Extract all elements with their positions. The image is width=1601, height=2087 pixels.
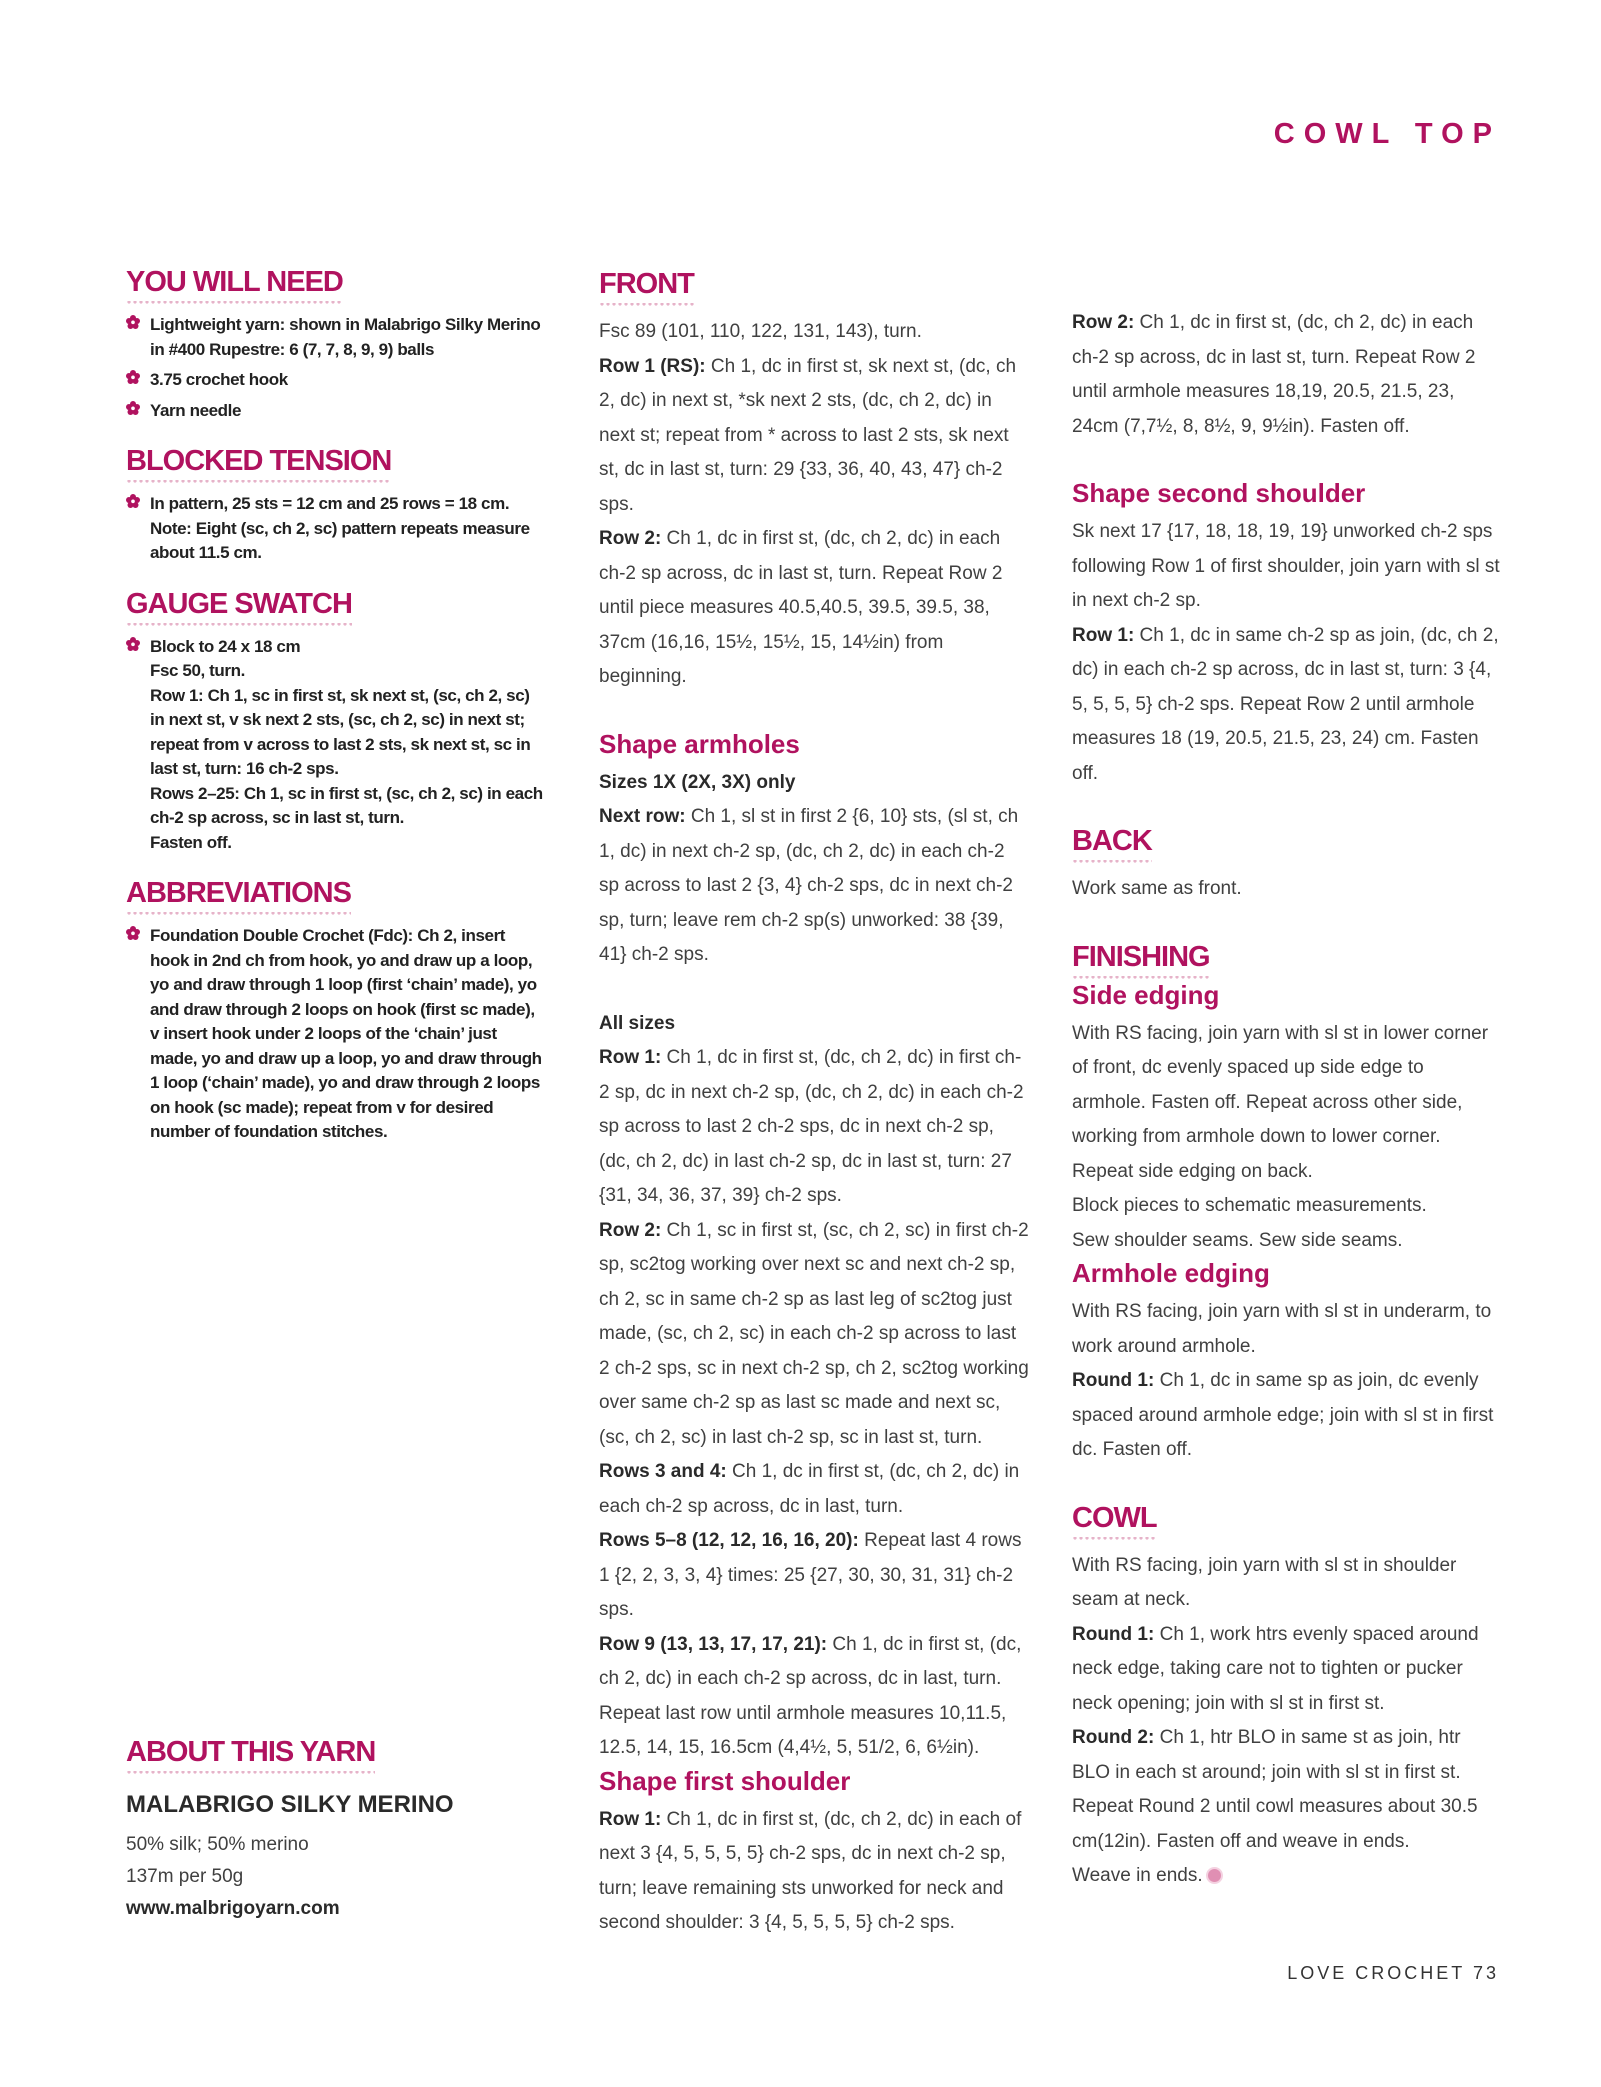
page-title: COWL TOP [1273, 118, 1501, 150]
finishing-heading: FINISHING [1072, 941, 1210, 980]
first-shoulder-row1: Row 1: Ch 1, dc in first st, (dc, ch 2, dc) in each of next 3 {4, 5, 5, 5, 5} ch-2 sps, dc in next ch-2 sp, turn; leave remaining sts unworked for neck and second shoulder: 3 {4, 5, 5, 5, 5} ch-2 sps. [599, 1808, 1022, 1933]
tension-text: In pattern, 25 sts = 12 cm and 25 rows = 18 cm. [150, 494, 510, 513]
flower-bullet-icon [126, 494, 140, 508]
right-column [1072, 306, 1502, 1894]
front-row1: Row 1 (RS): Ch 1, dc in first st, sk next st, (dc, ch 2, dc) in next st, *sk next 2 sts, (dc, ch 2, dc) in next st; repeat from * across to last 2 sts, sk next st, dc in last st, turn: 29 {33, 36, 40, 43, 47} ch-2 sps. [599, 355, 1017, 515]
tension-list [126, 492, 546, 566]
blocked-tension-heading: BLOCKED TENSION [126, 445, 391, 484]
armhole-row-9: Row 9 (13, 13, 17, 17, 21): Ch 1, dc in first st, (dc, ch 2, dc) in each ch-2 sp across, dc in last, turn. Repeat last row until armhole measures 10,11.5, 12.5, 14, 15, 16.5cm (4,4½, 5, 51/2, 6, 6½in). [599, 1633, 1022, 1758]
about-yarn-heading: ABOUT THIS YARN [126, 1736, 375, 1775]
magazine-name: LOVE CROCHET [1287, 1963, 1465, 1983]
cowl-heading: COWL [1072, 1502, 1157, 1541]
shape-first-shoulder-heading: Shape first shoulder [599, 1765, 851, 1796]
page-footer [1287, 1963, 1499, 1984]
gauge-swatch-heading: GAUGE SWATCH [126, 588, 352, 627]
gauge-line: Rows 2–25: Ch 1, sc in first st, (sc, ch 2, sc) in each ch-2 sp across, sc in last st, turn. [150, 783, 543, 827]
front-heading: FRONT [599, 268, 694, 307]
gauge-line: Fasten off. [150, 832, 232, 852]
gauge-line: Fsc 50, turn. [150, 661, 245, 680]
list-item [126, 368, 546, 393]
cowl-round1: Round 1: Ch 1, work htrs evenly spaced around neck edge, taking care not to tighten or pucker neck opening; join with sl st in first st. [1072, 1623, 1479, 1714]
armhole-edging-text: With RS facing, join yarn with sl st in underarm, to work around armhole. [1072, 1301, 1492, 1357]
material-text: Lightweight yarn: shown in Malabrigo Silky Merino in #400 Rupestre: 6 (7, 7, 8, 9, 9) balls [150, 315, 541, 359]
flower-bullet-icon [126, 926, 140, 940]
first-shoulder-row2: Row 2: Ch 1, dc in first st, (dc, ch 2, dc) in each ch-2 sp across, dc in last st, turn. Repeat Row 2 until armhole measures 18,19, 20.5, 21.5, 23, 24cm (7,7½, 8, 8½, 9, 9½in). Fasten off. [1072, 312, 1476, 437]
page-number: 73 [1472, 1963, 1499, 1983]
tension-note: Note: Eight (sc, ch 2, sc) pattern repeats measure about 11.5 cm. [150, 518, 530, 562]
list-item [126, 313, 546, 362]
back-text: Work same as front. [1072, 878, 1242, 899]
gauge-line: Block to 24 x 18 cm [150, 636, 301, 656]
armhole-rows-3-4: Rows 3 and 4: Ch 1, dc in first st, (dc, ch 2, dc) in each ch-2 sp across, dc in last, turn. [599, 1461, 1020, 1517]
side-edging-heading: Side edging [1072, 979, 1220, 1010]
abbreviation-text: Foundation Double Crochet (Fdc): Ch 2, insert hook in 2nd ch from hook, yo and draw up a loop, yo and draw through 1 loop (first ‘chain’ made), yo and draw through 2 loops on hook (first sc made), v insert hook under 2 loops of the ‘chain’ just made, yo and draw up a loop, yo and draw through 1 loop (‘chain’ made), yo and draw through 2 loops on hook (sc made); repeat from v for desired number of foundation stitches. [150, 926, 542, 1141]
shape-second-shoulder-heading: Shape second shoulder [1072, 478, 1366, 508]
flower-bullet-icon [126, 315, 140, 329]
front-row2: Row 2: Ch 1, dc in first st, (dc, ch 2, dc) in each ch-2 sp across, dc in last st, turn. Repeat Row 2 until piece measures 40.5,40.5, 39.5, 39.5, 38, 37cm (16,16, 15½, 15½, 15, 14½in) from beginning. [599, 528, 1003, 687]
you-will-need-heading: YOU WILL NEED [126, 266, 343, 305]
sidebar-column [126, 266, 546, 1167]
list-item [126, 492, 546, 566]
side-edging-text: With RS facing, join yarn with sl st in lower corner of front, dc evenly spaced up side edge to armhole. Fasten off. Repeat across other side, working from armhole down to lower corner. Repeat side edging on back. [1072, 1022, 1489, 1182]
cowl-round2: Round 2: Ch 1, htr BLO in same st as join, htr BLO in each st around; join with sl st in first st. Repeat Round 2 until cowl measures about 30.5 cm(12in). Fasten off and weave in ends. [1072, 1727, 1478, 1852]
sew-text: Sew shoulder seams. Sew side seams. [1072, 1229, 1403, 1251]
armhole-row1: Row 1: Ch 1, dc in first st, (dc, ch 2, dc) in first ch-2 sp, dc in next ch-2 sp, (dc, ch 2, dc) in each ch-2 sp across to last 2 ch-2 sps, dc in next ch-2 sp, (dc, ch 2, dc) in last ch-2 sp, dc in last st, turn: 27 {31, 34, 36, 37, 39} ch-2 sps. [599, 1047, 1024, 1206]
cowl-intro: With RS facing, join yarn with sl st in shoulder seam at neck. [1072, 1554, 1457, 1610]
back-heading: BACK [1072, 825, 1152, 864]
shape-armholes-heading: Shape armholes [599, 728, 800, 759]
yarn-fibre: 50% silk; 50% merino [126, 1834, 309, 1855]
armhole-rows-5-8: Rows 5–8 (12, 12, 16, 16, 20): Repeat last 4 rows 1 {2, 2, 3, 3, 4} times: 25 {27, 30, 30, 31, 31} ch-2 sps. [599, 1530, 1022, 1620]
gauge-list [126, 635, 546, 856]
yarn-website-link[interactable]: www.malbrigoyarn.com [126, 1898, 340, 1919]
all-sizes-note: All sizes [599, 1012, 676, 1034]
armhole-edging-heading: Armhole edging [1072, 1258, 1270, 1288]
abbreviations-heading: ABBREVIATIONS [126, 877, 351, 916]
cowl-final: Weave in ends. [1072, 1859, 1502, 1894]
flower-bullet-icon [126, 370, 140, 384]
end-mark-icon [1206, 1867, 1223, 1884]
material-text: 3.75 crochet hook [150, 370, 288, 389]
second-shoulder-intro: Sk next 17 {17, 18, 18, 19, 19} unworked ch-2 sps following Row 1 of first shoulder, join yarn with sl st in next ch-2 sp. [1072, 521, 1500, 611]
abbreviations-list [126, 924, 546, 1145]
list-item [126, 635, 546, 856]
yarn-name: MALABRIGO SILKY MERINO [126, 1791, 454, 1818]
list-item [126, 399, 546, 424]
yarn-length: 137m per 50g [126, 1866, 244, 1887]
block-text: Block pieces to schematic measurements. [1072, 1195, 1427, 1216]
armhole-row2: Row 2: Ch 1, sc in first st, (sc, ch 2, sc) in first ch-2 sp, sc2tog working over next sc and next ch-2 sp, ch 2, sc in same ch-2 sp as last leg of sc2tog just made, (sc, ch 2, sc) in each ch-2 sp across to last 2 ch-2 sps, sc in next ch-2 sp, ch 2, sc2tog working over same ch-2 sp as last sc made and next sc, (sc, ch 2, sc) in last ch-2 sp, sc in last st, turn. [599, 1219, 1029, 1448]
main-column [599, 268, 1029, 1941]
gauge-line: Row 1: Ch 1, sc in first st, sk next st, (sc, ch 2, sc) in next st, v sk next 2 sts, (sc, ch 2, sc) in next st; repeat from v across to last 2 sts, sk next st, sc in last st, turn: 16 ch-2 sps. [150, 685, 531, 778]
armhole-next-row: Next row: Ch 1, sl st in first 2 {6, 10} sts, (sl st, ch 1, dc) in next ch-2 sp, (dc, ch 2, dc) in each ch-2 sp across to last 2 {3, 4} ch-2 sps, dc in next ch-2 sp, turn; leave rem ch-2 sp(s) unworked: 38 {39, 41} ch-2 sps. [599, 806, 1019, 965]
about-yarn-box [126, 1736, 546, 1925]
second-shoulder-row1: Row 1: Ch 1, dc in same ch-2 sp as join, (dc, ch 2, dc) in each ch-2 sp across, dc in last st, turn: 3 {4, 5, 5, 5, 5} ch-2 sps. Repeat Row 2 until armhole measures 18 (19, 20.5, 21.5, 23, 24) cm. Fasten off. [1072, 624, 1499, 784]
armhole-round1: Round 1: Ch 1, dc in same sp as join, dc evenly spaced around armhole edge; join with sl st in first dc. Fasten off. [1072, 1370, 1494, 1460]
flower-bullet-icon [126, 637, 140, 651]
list-item [126, 924, 546, 1145]
front-intro: Fsc 89 (101, 110, 122, 131, 143), turn. [599, 321, 922, 342]
materials-list [126, 313, 546, 423]
flower-bullet-icon [126, 401, 140, 415]
material-text: Yarn needle [150, 400, 242, 420]
sizes-note: Sizes 1X (2X, 3X) only [599, 771, 796, 793]
